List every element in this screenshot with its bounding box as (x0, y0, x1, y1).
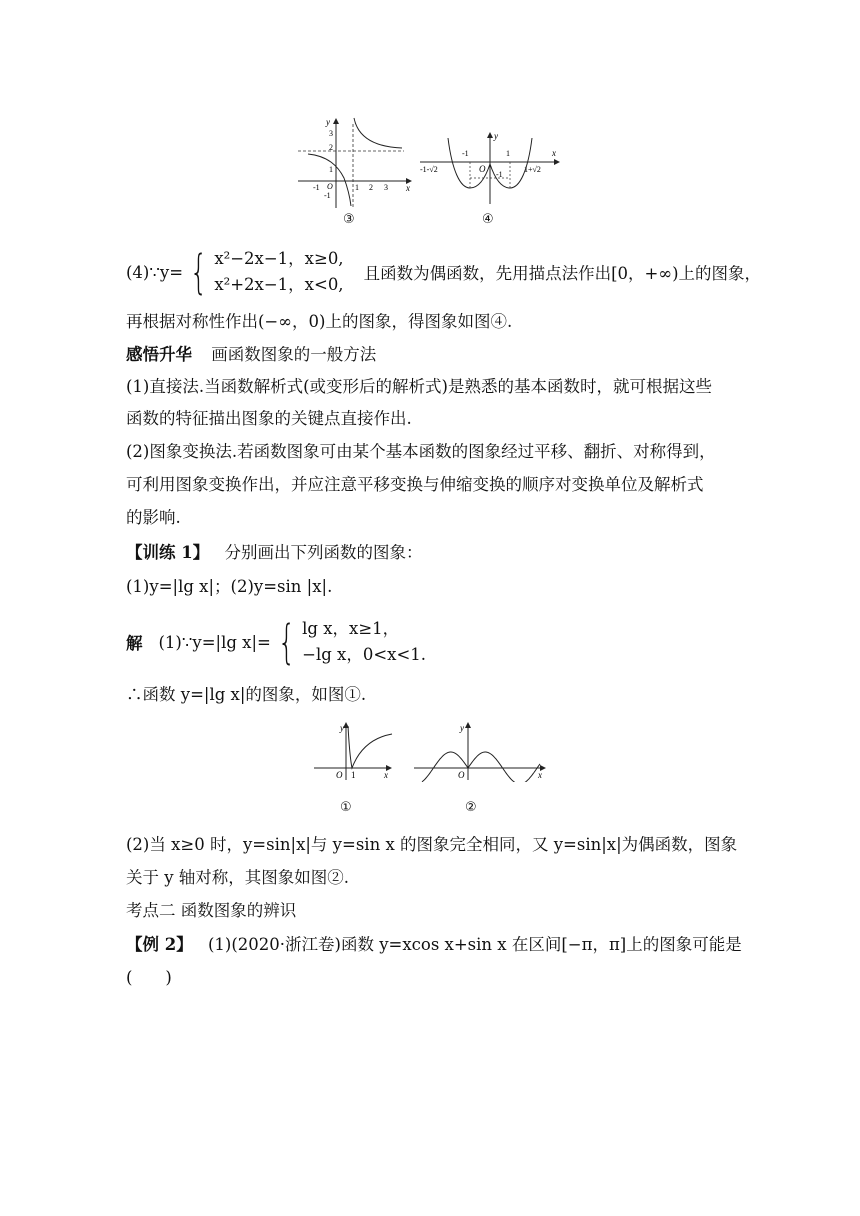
fig1-tick-1: 1 (351, 770, 356, 780)
solution-cases (302, 616, 426, 668)
method1-line2: 函数的特征描出图象的关键点直接作出. (126, 409, 412, 428)
fig4-x-label: x (552, 148, 556, 158)
fig4-tick-left: -1-√2 (420, 165, 438, 174)
p4-continuation: 再根据对称性作出(−∞，0)上的图象，得图象如图④. (126, 312, 513, 331)
figure-3-graph (296, 116, 414, 210)
fig4-tick-m1: -1 (462, 149, 469, 158)
section-heading: 考点二 函数图象的辨识 (126, 901, 297, 920)
fig1-label: ① (340, 800, 352, 815)
exercise-tag: 【训练 1】 (126, 543, 210, 562)
exercise-text: 分别画出下列函数的图象： (224, 543, 423, 562)
fig2-label: ② (465, 800, 477, 815)
p4-prefix: (4)∵y= (126, 262, 184, 282)
p4-suffix: 且函数为偶函数，先用描点法作出[0，+∞)上的图象， (363, 264, 762, 283)
solution-prefix: (1)∵y=|lg x|= (158, 632, 271, 652)
fig4-tick-ym1: -1 (496, 170, 503, 179)
fig3-y-label: y (326, 117, 330, 127)
solution-tag: 解 (126, 634, 143, 653)
method2-line3: 的影响. (126, 508, 181, 527)
summary-heading (126, 344, 376, 366)
summary-title: 感悟升华 (126, 345, 192, 364)
fig3-tick-ym1: -1 (324, 191, 331, 200)
fig3-tick-y1: 1 (329, 165, 333, 174)
fig4-tick-1: 1 (506, 149, 510, 158)
figure-1-graph (312, 720, 394, 782)
summary-subtitle: 画函数图象的一般方法 (211, 345, 377, 364)
solution-equation (126, 616, 426, 668)
p4-equation (126, 246, 761, 298)
example-blank: ( ) (126, 968, 172, 987)
fig3-tick-xm1: -1 (313, 183, 320, 192)
p4-case1: x²−2x−1，x≥0, (214, 249, 344, 268)
method2-line2: 可利用图象变换作出，并应注意平移变换与伸缩变换的顺序对变换单位及解析式 (126, 475, 704, 494)
fig3-x-label: x (406, 183, 410, 193)
p2-line1: (2)当 x≥0 时，y=sin|x|与 y=sin x 的图象完全相同，又 y=sin|x|为偶函数，图象 (126, 835, 738, 854)
fig2-origin: O (458, 770, 465, 780)
fig4-origin: O (479, 164, 486, 174)
solution-brace: { (277, 615, 296, 669)
fig2-x-label: x (538, 770, 542, 780)
fig3-tick-y2: 2 (329, 143, 333, 152)
p4-cases (214, 246, 343, 298)
exercise-items: (1)y=|lg x|；(2)y=sin |x|. (126, 577, 333, 596)
fig4-y-label: y (494, 131, 498, 141)
figure-2-graph (412, 720, 548, 782)
therefore-line: ∴函数 y=|lg x|的图象，如图①. (126, 685, 367, 704)
fig1-x-label: x (384, 770, 388, 780)
example-tag: 【例 2】 (126, 935, 193, 954)
fig1-y-label: y (340, 723, 344, 733)
solution-case1: lg x，x≥1， (302, 619, 400, 638)
p4-brace: { (189, 245, 208, 299)
example-text: (1)(2020·浙江卷)函数 y=xcos x+sin x 在区间[−π，π]上的图象可能是 (207, 935, 742, 954)
solution-case2: −lg x，0<x<1. (302, 645, 427, 664)
method1-line1: (1)直接法.当函数解析式(或变形后的解析式)是熟悉的基本函数时，就可根据这些 (126, 377, 712, 396)
p4-case2: x²+2x−1，x<0, (214, 275, 344, 294)
fig3-label: ③ (343, 212, 355, 227)
fig3-tick-x2: 2 (369, 183, 373, 192)
exercise-heading (126, 542, 422, 564)
fig3-tick-x3: 3 (384, 183, 388, 192)
fig1-origin: O (336, 770, 343, 780)
figure-4-graph (418, 130, 564, 206)
fig4-label: ④ (482, 212, 494, 227)
fig3-tick-x1: 1 (355, 183, 359, 192)
method2-line1: (2)图象变换法.若函数图象可由某个基本函数的图象经过平移、翻折、对称得到， (126, 442, 716, 461)
fig2-curve (422, 752, 540, 782)
fig3-tick-y3: 3 (329, 129, 333, 138)
example-line (126, 934, 742, 956)
fig4-tick-right: 1+√2 (524, 165, 541, 174)
fig3-origin: O (327, 182, 333, 191)
p2-line2: 关于 y 轴对称，其图象如图②. (126, 868, 350, 887)
fig2-y-label: y (460, 723, 464, 733)
